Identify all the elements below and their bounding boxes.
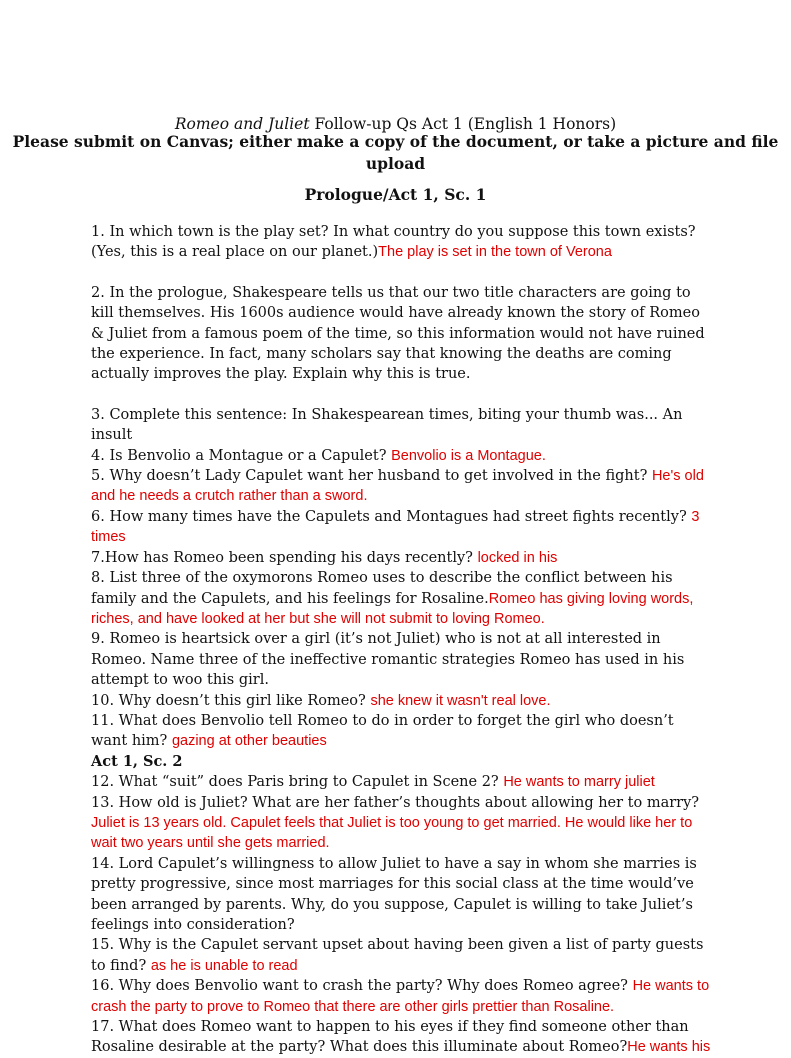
answer-text: He wants to crash the party to prove to Romeo that there are other girls prettier than Rosaline. [91, 978, 710, 1015]
question-6 [91, 507, 711, 548]
question-text: 14. Lord Capulet’s willingness to allow Juliet to have a say in whom she marries is pretty progressive, since most marriages for this social class at the time would’ve been arranged by parents. Why, do you suppose, Capulet is willing to take Juliet’s feelings into consideration? [91, 855, 697, 933]
question-text: 13. How old is Juliet? What are her father’s thoughts about allowing her to marry? [91, 794, 700, 811]
answer-text: Benvolio is a Montague. [391, 447, 546, 464]
question-15 [91, 935, 711, 976]
answer-text: locked in his [477, 549, 558, 566]
answer-text: gazing at other beauties [171, 733, 327, 750]
question-text: 1. In which town is the play set? In what country do you suppose this town exists? (Yes, this is a real place on our planet.) [91, 224, 696, 261]
title-rest: Follow-up Qs Act 1 (English 1 Honors) [309, 115, 617, 133]
answer-text: He wants to marry juliet [503, 774, 655, 791]
question-text: 12. What “suit” does Paris bring to Capulet in Scene 2? [91, 774, 504, 791]
question-text: 4. Is Benvolio a Montague or a Capulet? [91, 447, 392, 464]
answer-text: He's old and he needs a crutch rather than a sword. [91, 468, 704, 505]
section-heading-1: Prologue/Act 1, Sc. 1 [304, 185, 487, 204]
question-text: 15. Why is the Capulet servant upset about having been given a list of party guests to find? [91, 937, 704, 974]
question-2 [91, 283, 711, 385]
section-heading-2: Act 1, Sc. 2 [91, 752, 183, 770]
question-text: 10. Why doesn’t this girl like Romeo? [91, 692, 371, 709]
question-10 [91, 691, 711, 711]
instructions: Please submit on Canvas; either make a copy of the document, or take a picture and file upload [12, 132, 779, 173]
question-14 [91, 854, 711, 936]
question-text: 16. Why does Benvolio want to crash the party? Why does Romeo agree? [91, 978, 633, 995]
question-8 [91, 568, 711, 629]
question-9 [91, 629, 711, 690]
question-5 [91, 466, 711, 507]
title-italic: Romeo and Juliet [174, 115, 310, 133]
question-text: 5. Why doesn’t Lady Capulet want her husband to get involved in the fight? [91, 468, 652, 485]
question-3 [91, 405, 711, 446]
answer-text: she knew it wasn't real love. [370, 692, 551, 709]
question-17 [91, 1017, 711, 1058]
answer-text: as he is unable to read [150, 957, 298, 974]
question-text: 8. List three of the oxymorons Romeo uses to describe the conflict between his family and the Capulets, and his feelings for Rosaline. [91, 570, 673, 607]
question-text: 17. What does Romeo want to happen to his eyes if they find someone other than Rosaline desirable at the party? What does this illuminate about Romeo? [91, 1019, 689, 1056]
question-13 [91, 793, 711, 854]
question-7 [91, 548, 711, 568]
question-text: 11. What does Benvolio tell Romeo to do in order to forget the girl who doesn’t want him? [91, 712, 674, 750]
questions-body [91, 222, 711, 1058]
answer-text: 3 times [91, 508, 700, 546]
question-12 [91, 772, 711, 792]
answer-text: He wants his [627, 1039, 711, 1056]
question-text: 7.How has Romeo been spending his days recently? [91, 549, 478, 566]
question-text: 9. Romeo is heartsick over a girl (it’s not Juliet) who is not at all interested in Romeo. Name three of the ineffective romantic strategies Romeo has used in his attempt to woo this girl. [91, 631, 685, 689]
answer-text: The play is set in the town of Verona [378, 244, 612, 261]
answer-text: Romeo has giving loving words, riches, and have looked at her but she will not submit to loving Romeo. [91, 590, 694, 627]
answer-text: Juliet is 13 years old. Capulet feels that Juliet is too young to get married. He would like her to wait two years until she gets married. [91, 814, 693, 852]
question-text: 2. In the prologue, Shakespeare tells us that our two title characters are going to kill themselves. His 1600s audience would have already known the story of Romeo & Juliet from a famous poem of the time, so this information would not have ruined the experience. In fact, many scholars say that knowing the deaths are coming actually improves the play. Explain why this is true. [91, 284, 705, 383]
question-4 [91, 446, 711, 466]
question-1 [91, 222, 711, 263]
question-11 [91, 711, 711, 752]
question-16 [91, 976, 711, 1017]
question-text: 3. Complete this sentence: In Shakespearean times, biting your thumb was... An insult [91, 406, 683, 444]
question-text: 6. How many times have the Capulets and Montagues had street fights recently? [91, 508, 692, 525]
